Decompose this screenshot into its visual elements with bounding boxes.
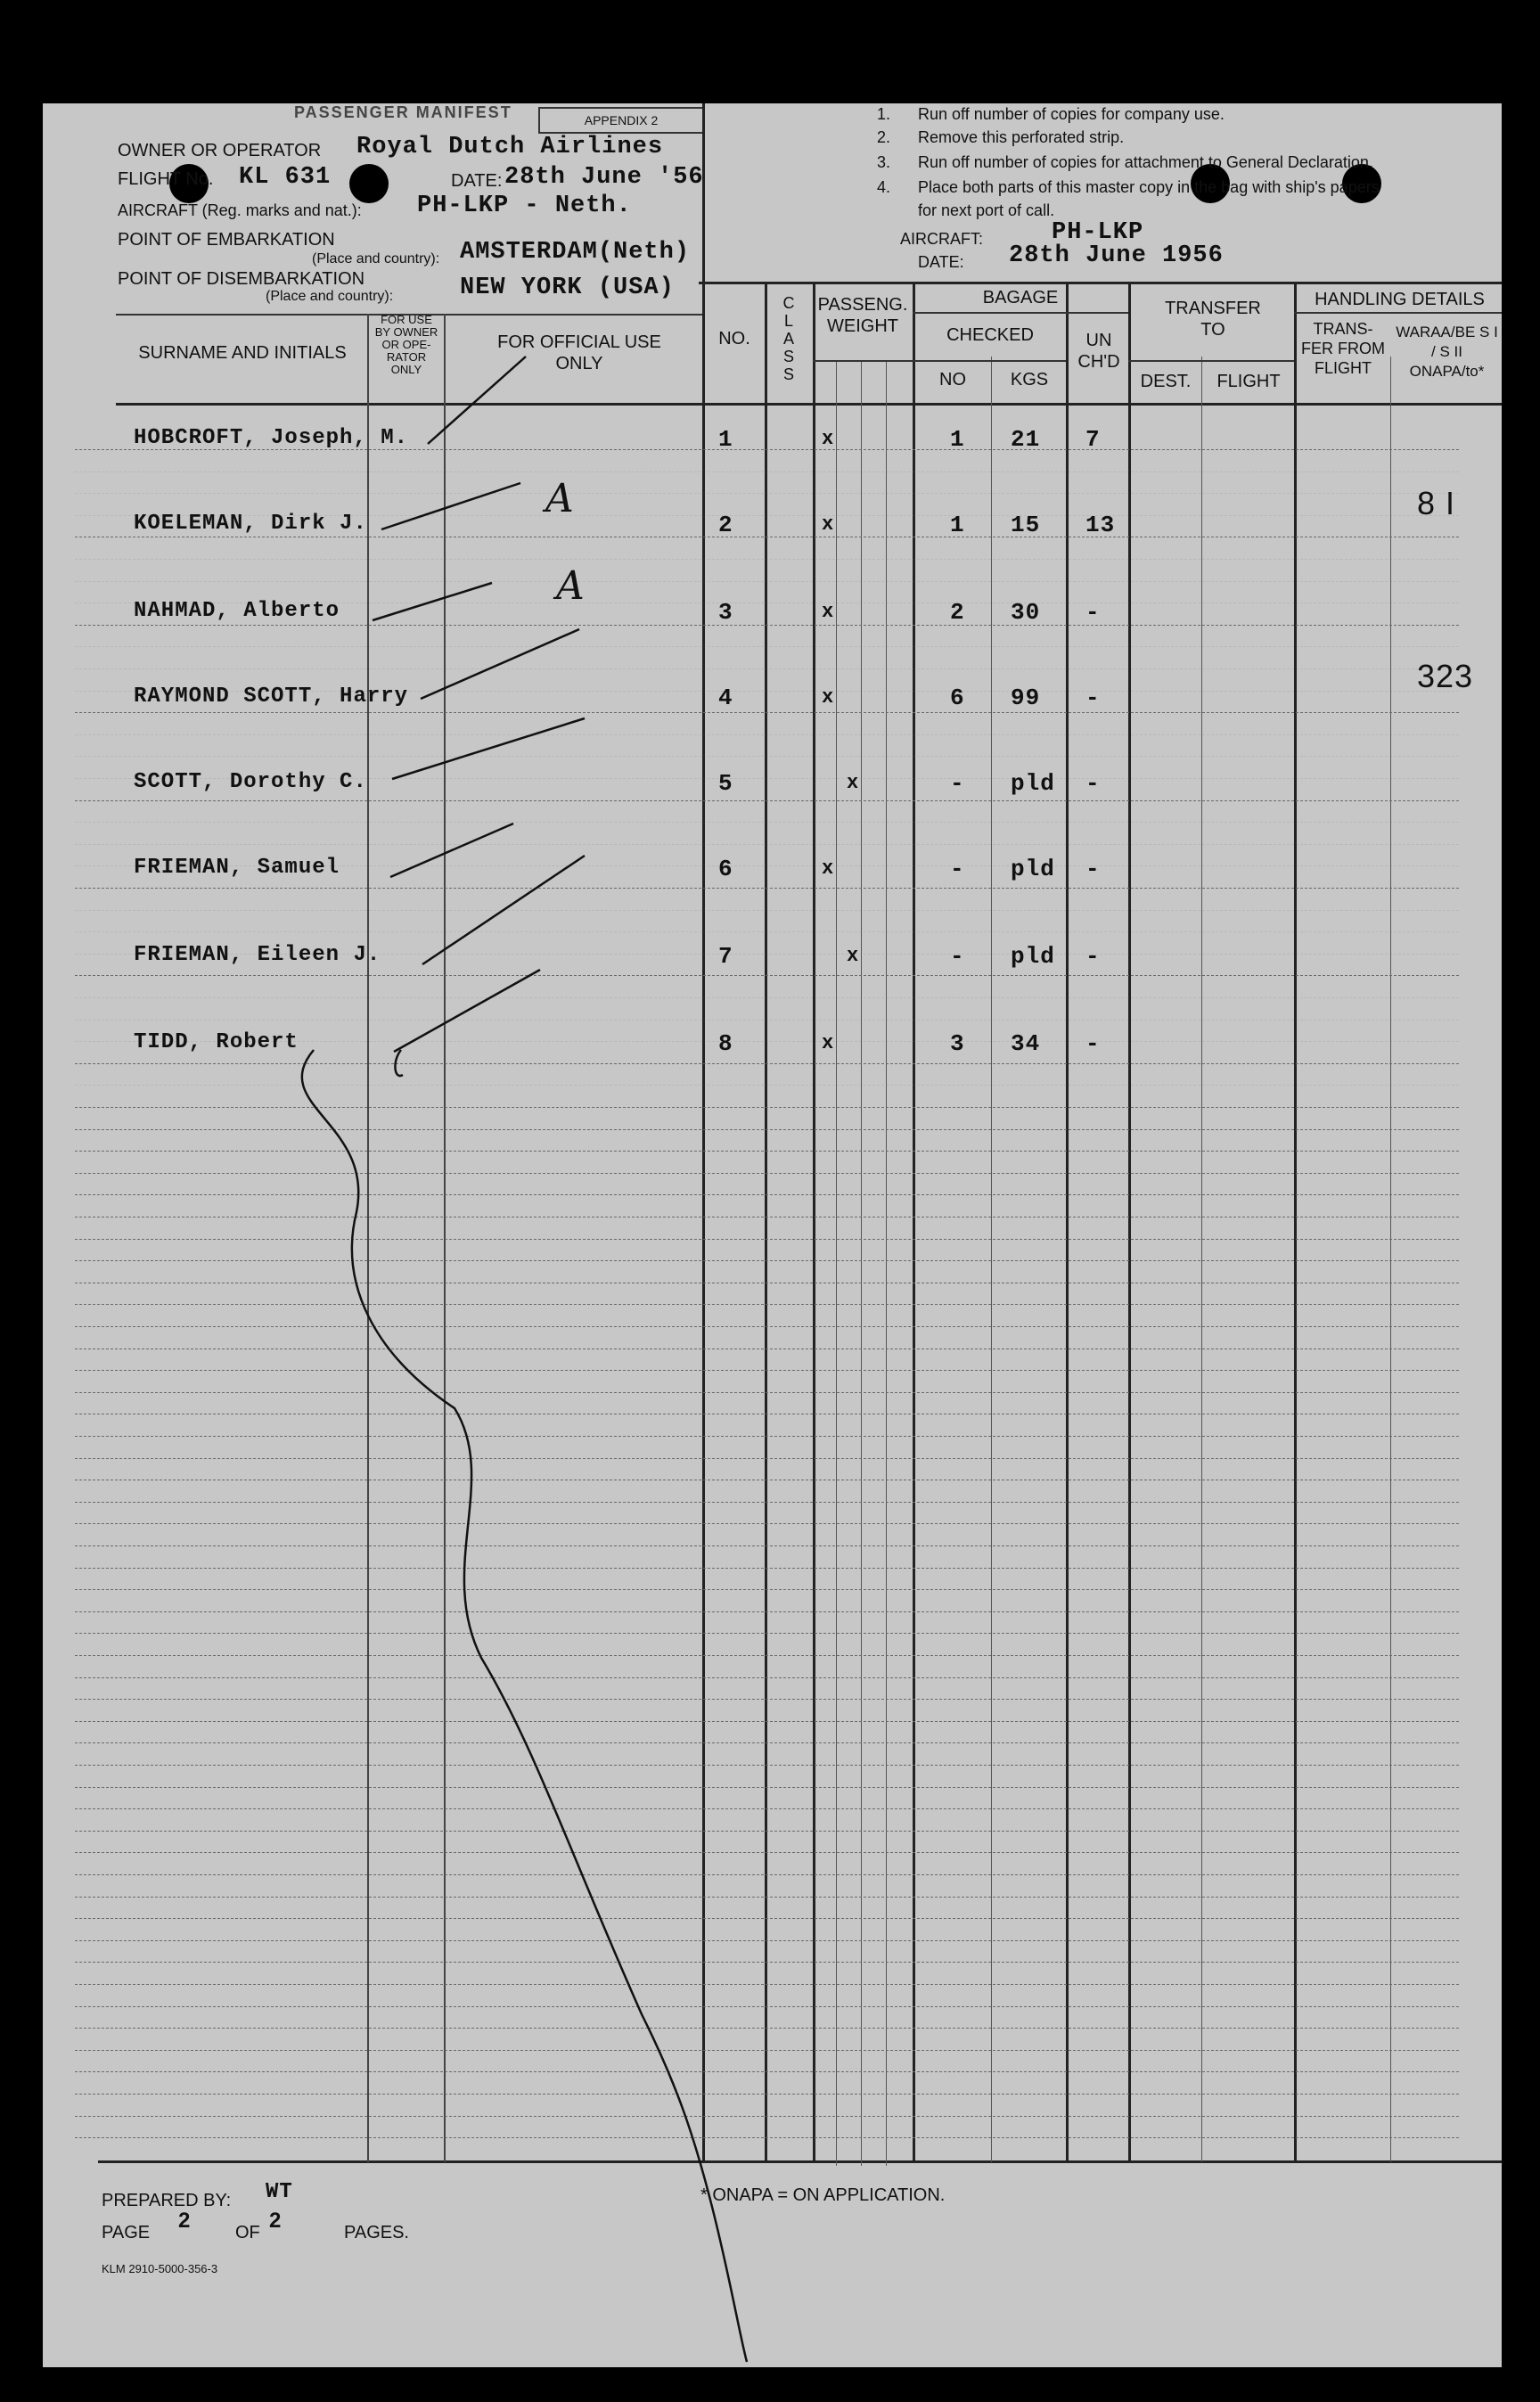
aircraft-value: PH-LKP - Neth. <box>417 193 632 219</box>
bag-count: 2 <box>950 599 965 626</box>
pages-label: PAGES. <box>344 2223 409 2242</box>
page-label: PAGE <box>102 2223 151 2242</box>
passenger-name: NAHMAD, Alberto <box>134 599 340 623</box>
weight-mark: x <box>822 513 835 536</box>
passenger-name: FRIEMAN, Eileen J. <box>134 943 381 967</box>
col-header-surname: SURNAME AND INITIALS <box>138 343 347 363</box>
instruction-num: 2. <box>877 128 891 146</box>
weight-mark: x <box>847 772 860 794</box>
weight-mark: x <box>822 857 835 880</box>
onapa-note: * ONAPA = ON APPLICATION. <box>700 2185 946 2205</box>
col-header-kgs: KGS <box>1010 370 1049 389</box>
col-header-checked-no: NO <box>939 370 966 389</box>
bag-count: - <box>950 856 965 882</box>
form-code: KLM 2910-5000-356-3 <box>102 2262 218 2275</box>
disembark-value: NEW YORK (USA) <box>460 275 675 301</box>
col-header-transfer: TRANSFER TO <box>1165 299 1261 340</box>
passenger-no: 3 <box>718 599 733 626</box>
date-label: DATE: <box>451 171 503 191</box>
instr-aircraft-value: PH-LKP <box>1052 219 1144 246</box>
col-header-dest: DEST. <box>1140 372 1192 391</box>
flight-value: KL 631 <box>239 164 332 191</box>
col-header-unchd: UN CH'D <box>1077 331 1120 372</box>
appendix-label: APPENDIX 2 <box>538 107 704 134</box>
unchecked-bags: - <box>1085 856 1101 882</box>
bag-kgs: 99 <box>1011 685 1041 711</box>
flight-label: FLIGHT No. <box>118 169 214 189</box>
date-value: 28th June '56 <box>504 164 704 191</box>
col-header-waraa: WARAA/BE S I / S II ONAPA/to* <box>1396 324 1498 380</box>
instruction-text: Run off number of copies for company use. <box>918 105 1225 123</box>
embark-sub: (Place and country): <box>312 251 440 266</box>
weight-mark: x <box>822 601 835 623</box>
handling-detail: 8 I <box>1417 485 1456 521</box>
bag-count: 6 <box>950 685 965 711</box>
weight-mark: x <box>847 945 860 967</box>
unchecked-bags: 13 <box>1085 512 1116 538</box>
unchecked-bags: - <box>1085 1030 1101 1057</box>
passenger-no: 2 <box>718 512 733 538</box>
embark-label: POINT OF EMBARKATION <box>118 230 335 250</box>
unchecked-bags: - <box>1085 599 1101 626</box>
col-header-owner-use: FOR USE BY OWNER OR OPE- RATOR ONLY <box>374 313 438 376</box>
embark-value: AMSTERDAM(Neth) <box>460 239 691 266</box>
bag-kgs: 34 <box>1011 1030 1041 1057</box>
unchecked-bags: - <box>1085 943 1101 970</box>
bag-count: 3 <box>950 1030 965 1057</box>
disembark-sub: (Place and country): <box>266 289 394 304</box>
instr-date-value: 28th June 1956 <box>1009 242 1224 269</box>
col-header-no: NO. <box>718 329 750 348</box>
bag-kgs: pld <box>1011 943 1055 970</box>
instr-aircraft-label: AIRCRAFT: <box>900 230 984 248</box>
passenger-name: SCOTT, Dorothy C. <box>134 770 367 794</box>
owner-value: Royal Dutch Airlines <box>356 134 664 160</box>
aircraft-label: AIRCRAFT (Reg. marks and nat.): <box>118 201 362 219</box>
passenger-name: RAYMOND SCOTT, Harry <box>134 685 409 709</box>
weight-mark: x <box>822 1032 835 1054</box>
instruction-num: 1. <box>877 105 891 123</box>
bag-count: 1 <box>950 426 965 453</box>
handwritten-mark: A <box>556 563 585 609</box>
page-value: 2 <box>178 2209 191 2233</box>
passenger-no: 1 <box>718 426 733 453</box>
bag-count: - <box>950 770 965 797</box>
col-header-flight: FLIGHT <box>1216 372 1281 391</box>
col-header-handling: HANDLING DETAILS <box>1315 290 1485 309</box>
disembark-label: POINT OF DISEMBARKATION <box>118 269 365 289</box>
form-title: PASSENGER MANIFEST <box>294 103 512 121</box>
bag-count: - <box>950 943 965 970</box>
bag-kgs: 21 <box>1011 426 1041 453</box>
instruction-num: 3. <box>877 153 891 171</box>
col-header-official: FOR OFFICIAL USE ONLY <box>497 332 661 373</box>
passenger-no: 7 <box>718 943 733 970</box>
instruction-text: Place both parts of this master copy in the bag with ship's papers <box>918 178 1380 196</box>
unchecked-bags: - <box>1085 685 1101 711</box>
unchecked-bags: 7 <box>1085 426 1101 453</box>
owner-label: OWNER OR OPERATOR <box>118 141 322 160</box>
passenger-name: FRIEMAN, Samuel <box>134 856 340 880</box>
passenger-name: HOBCROFT, Joseph, M. <box>134 426 409 450</box>
prepared-value: WT <box>266 2180 293 2204</box>
passenger-no: 6 <box>718 856 733 882</box>
instruction-num: 4. <box>877 178 891 196</box>
col-header-bagage: BAGAGE <box>982 288 1059 307</box>
col-header-class: CLASS <box>782 294 795 383</box>
passenger-no: 5 <box>718 770 733 797</box>
instr-date-label: DATE: <box>918 253 964 271</box>
of-label: OF <box>235 2223 260 2242</box>
handling-detail: 323 <box>1417 658 1474 694</box>
passenger-no: 8 <box>718 1030 733 1057</box>
weight-mark: x <box>822 428 835 450</box>
col-header-transfer-from: TRANS- FER FROM FLIGHT <box>1301 320 1385 377</box>
passenger-no: 4 <box>718 685 733 711</box>
bag-kgs: pld <box>1011 770 1055 797</box>
col-header-checked: CHECKED <box>946 325 1034 345</box>
instruction-text: for next port of call. <box>918 201 1055 219</box>
instruction-text: Remove this perforated strip. <box>918 128 1125 146</box>
prepared-label: PREPARED BY: <box>102 2191 232 2210</box>
bag-kgs: pld <box>1011 856 1055 882</box>
passenger-name: TIDD, Robert <box>134 1030 299 1054</box>
bag-kgs: 15 <box>1011 512 1041 538</box>
unchecked-bags: - <box>1085 770 1101 797</box>
instruction-text: Run off number of copies for attachment to General Declaration. <box>918 153 1373 171</box>
col-header-weight: PASSENG. WEIGHT <box>817 295 908 336</box>
bag-count: 1 <box>950 512 965 538</box>
of-value: 2 <box>269 2209 282 2233</box>
handwritten-mark: A <box>545 476 574 521</box>
bag-kgs: 30 <box>1011 599 1041 626</box>
weight-mark: x <box>822 686 835 709</box>
passenger-name: KOELEMAN, Dirk J. <box>134 512 367 536</box>
